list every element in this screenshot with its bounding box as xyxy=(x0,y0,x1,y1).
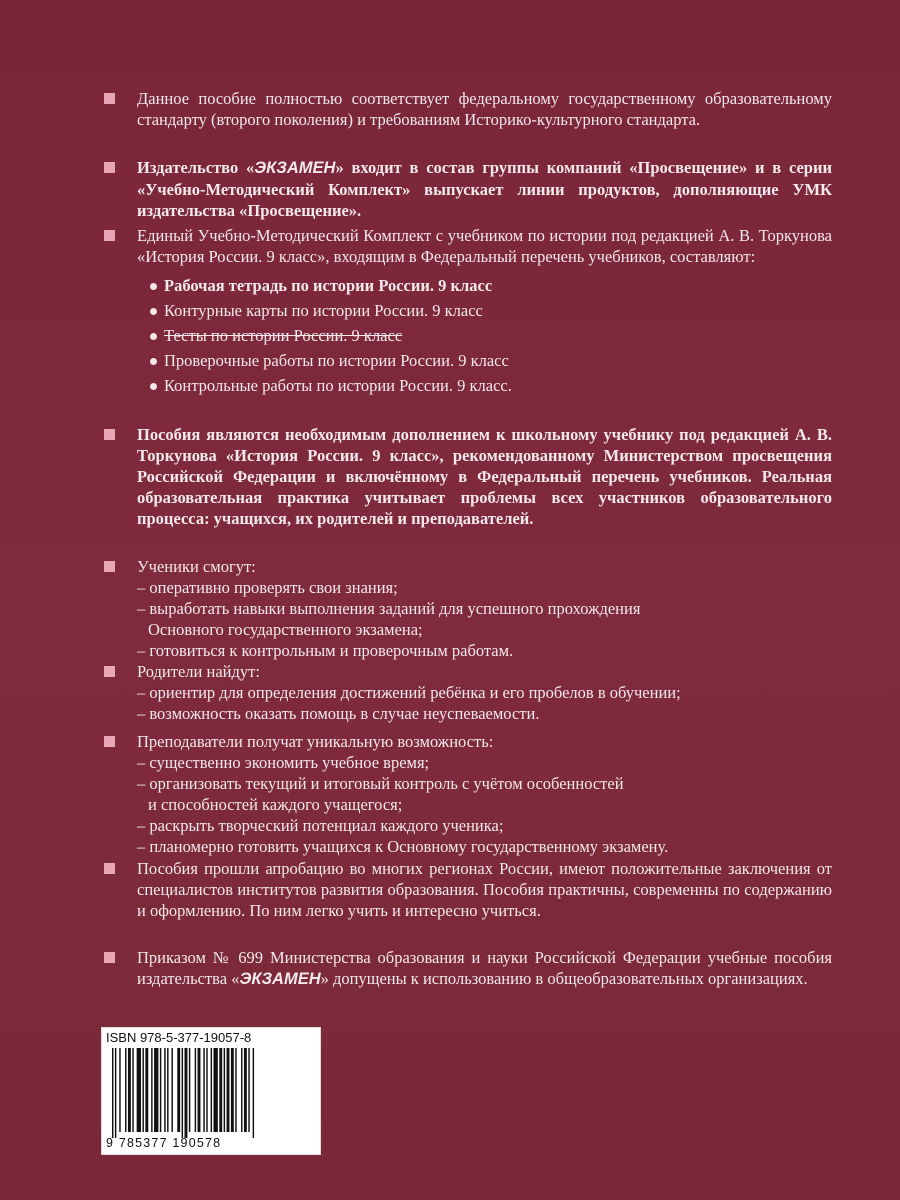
list-item-continuation: Основного государственного экзамена; xyxy=(148,620,423,639)
brand-name: ЭКЗАМЕН xyxy=(239,970,321,988)
barcode-bar xyxy=(189,1048,190,1132)
square-bullet-icon xyxy=(104,736,115,747)
barcode-bar xyxy=(224,1048,225,1132)
barcode-bar xyxy=(235,1048,236,1132)
barcode-bar xyxy=(164,1048,165,1132)
barcode-bar xyxy=(119,1048,120,1132)
section-standard xyxy=(104,88,832,130)
dot-bullet-icon xyxy=(150,358,157,365)
barcode-bar xyxy=(244,1048,247,1132)
umk-text: Единый Учебно-Методический Комплект с учебником по истории под редакцией А. В. Торкунова «История России. 9 класс», входящим в Федеральный перечень учебников, составляют: xyxy=(137,226,832,266)
brand-name: ЭКЗАМЕН xyxy=(254,159,336,177)
benefits-text: Пособия являются необходимым дополнением к школьному учебнику под редакцией А. В. Торкунова «История России. 9 класс», рекомендованному Министерством просвещения Российской Федерации и включённому в Федеральный перечень учебников. Реальная образовательная практика учитывает проблемы всех участников образовательного процесса: учащихся, их родителей и преподавателей. xyxy=(137,425,832,528)
square-bullet-icon xyxy=(104,429,115,440)
square-bullet-icon xyxy=(104,952,115,963)
isbn-barcode-box xyxy=(101,1027,321,1155)
dot-bullet-icon xyxy=(150,383,157,390)
barcode-bar xyxy=(231,1048,234,1132)
list-item: Контурные карты по истории России. 9 класс xyxy=(150,298,832,323)
barcode-bar xyxy=(142,1048,143,1132)
isbn-digits: 9 785377 190578 xyxy=(106,1136,222,1150)
standard-text: Данное пособие полностью соответствует федеральному государственному образовательному стандарту (второго поколения) и требованиям Историко-культурного стандарта. xyxy=(137,89,832,129)
dot-bullet-icon xyxy=(150,308,157,315)
list-item: Рабочая тетрадь по истории России. 9 класс xyxy=(150,273,832,298)
list-item-continuation: и способностей каждого учащегося; xyxy=(148,795,403,814)
section-order xyxy=(104,947,832,990)
barcode-bar xyxy=(203,1048,204,1132)
barcode-bar xyxy=(248,1048,249,1132)
barcode-bar xyxy=(253,1048,254,1138)
list-item: – выработать навыки выполнения заданий для успешного прохождения xyxy=(137,599,641,618)
barcode-icon xyxy=(110,1048,312,1138)
barcode-bar xyxy=(219,1048,222,1132)
barcode-bar xyxy=(227,1048,230,1132)
teachers-heading: Преподаватели получат уникальную возможность: xyxy=(137,732,494,751)
barcode-bar xyxy=(125,1048,126,1132)
square-bullet-icon xyxy=(104,230,115,241)
list-item: – организовать текущий и итоговый контроль с учётом особенностей xyxy=(137,774,624,793)
barcode-bar xyxy=(167,1048,168,1132)
section-approval xyxy=(104,858,832,921)
parents-heading: Родители найдут: xyxy=(137,662,260,681)
list-item: – существенно экономить учебное время; xyxy=(137,753,430,772)
isbn-label: ISBN 978-5-377-19057-8 xyxy=(106,1030,252,1045)
publisher-text-end: » входит в состав группы компаний «Просвещение» и в серии «Учебно-Методический Комплект» выпускает линии продуктов, дополняющие УМК издательства «Просвещение». xyxy=(137,158,832,220)
square-bullet-icon xyxy=(104,162,115,173)
students-heading: Ученики смогут: xyxy=(137,557,256,576)
square-bullet-icon xyxy=(104,93,115,104)
section-umk xyxy=(104,225,832,398)
list-item: Контрольные работы по истории России. 9 класс. xyxy=(150,373,832,398)
barcode-bar xyxy=(182,1048,183,1138)
list-item: Тесты по истории России. 9 класс xyxy=(150,323,832,348)
section-parents xyxy=(104,661,832,724)
list-item: – ориентир для определения достижений ребёнка и его пробелов в обучении; xyxy=(137,683,681,702)
barcode-bar xyxy=(137,1048,141,1132)
square-bullet-icon xyxy=(104,863,115,874)
dot-bullet-icon xyxy=(150,333,157,340)
barcode-bar xyxy=(206,1048,207,1132)
approval-text: Пособия прошли апробацию во многих регионах России, имеют положительные заключения от специалистов институтов развития образования. Пособия практичны, современны по содержанию и оформлению. По ним легко учить и интересно учиться. xyxy=(137,859,832,920)
umk-list xyxy=(104,273,832,398)
barcode-bar xyxy=(195,1048,196,1132)
list-item: – оперативно проверять свои знания; xyxy=(137,578,398,597)
section-publisher xyxy=(104,157,832,221)
barcode-bar xyxy=(241,1048,242,1132)
barcode-bar xyxy=(177,1048,180,1132)
barcode-bar xyxy=(145,1048,148,1132)
barcode-bar xyxy=(128,1048,131,1132)
list-item: – раскрыть творческий потенциал каждого ученика; xyxy=(137,816,504,835)
order-text-start: Приказом № 699 Министерства образования и науки Российской Федерации учебные пособия издательства « xyxy=(137,948,832,988)
barcode-bar xyxy=(154,1048,158,1132)
barcode-bar xyxy=(185,1048,188,1138)
barcode-bar xyxy=(132,1048,133,1132)
dot-bullet-icon xyxy=(150,283,157,290)
order-text-end: » допущены к использованию в общеобразовательных организациях. xyxy=(320,969,808,988)
list-item: – готовиться к контрольным и проверочным работам. xyxy=(137,641,514,660)
barcode-bar xyxy=(214,1048,218,1132)
square-bullet-icon xyxy=(104,666,115,677)
barcode-bar xyxy=(112,1048,113,1138)
list-item: Проверочные работы по истории России. 9 класс xyxy=(150,348,832,373)
barcode-bar xyxy=(171,1048,172,1132)
barcode-bar xyxy=(211,1048,212,1132)
square-bullet-icon xyxy=(104,561,115,572)
barcode-bar xyxy=(198,1048,201,1132)
section-teachers xyxy=(104,731,832,857)
publisher-text-start: Издательство « xyxy=(137,158,255,177)
barcode-bar xyxy=(160,1048,161,1132)
barcode-bar xyxy=(151,1048,152,1132)
barcode-bar xyxy=(115,1048,116,1138)
list-item: – планомерно готовить учащихся к Основному государственному экзамену. xyxy=(137,837,669,856)
section-benefits xyxy=(104,424,832,529)
section-students xyxy=(104,556,832,661)
list-item: – возможность оказать помощь в случае неуспеваемости. xyxy=(137,704,540,723)
